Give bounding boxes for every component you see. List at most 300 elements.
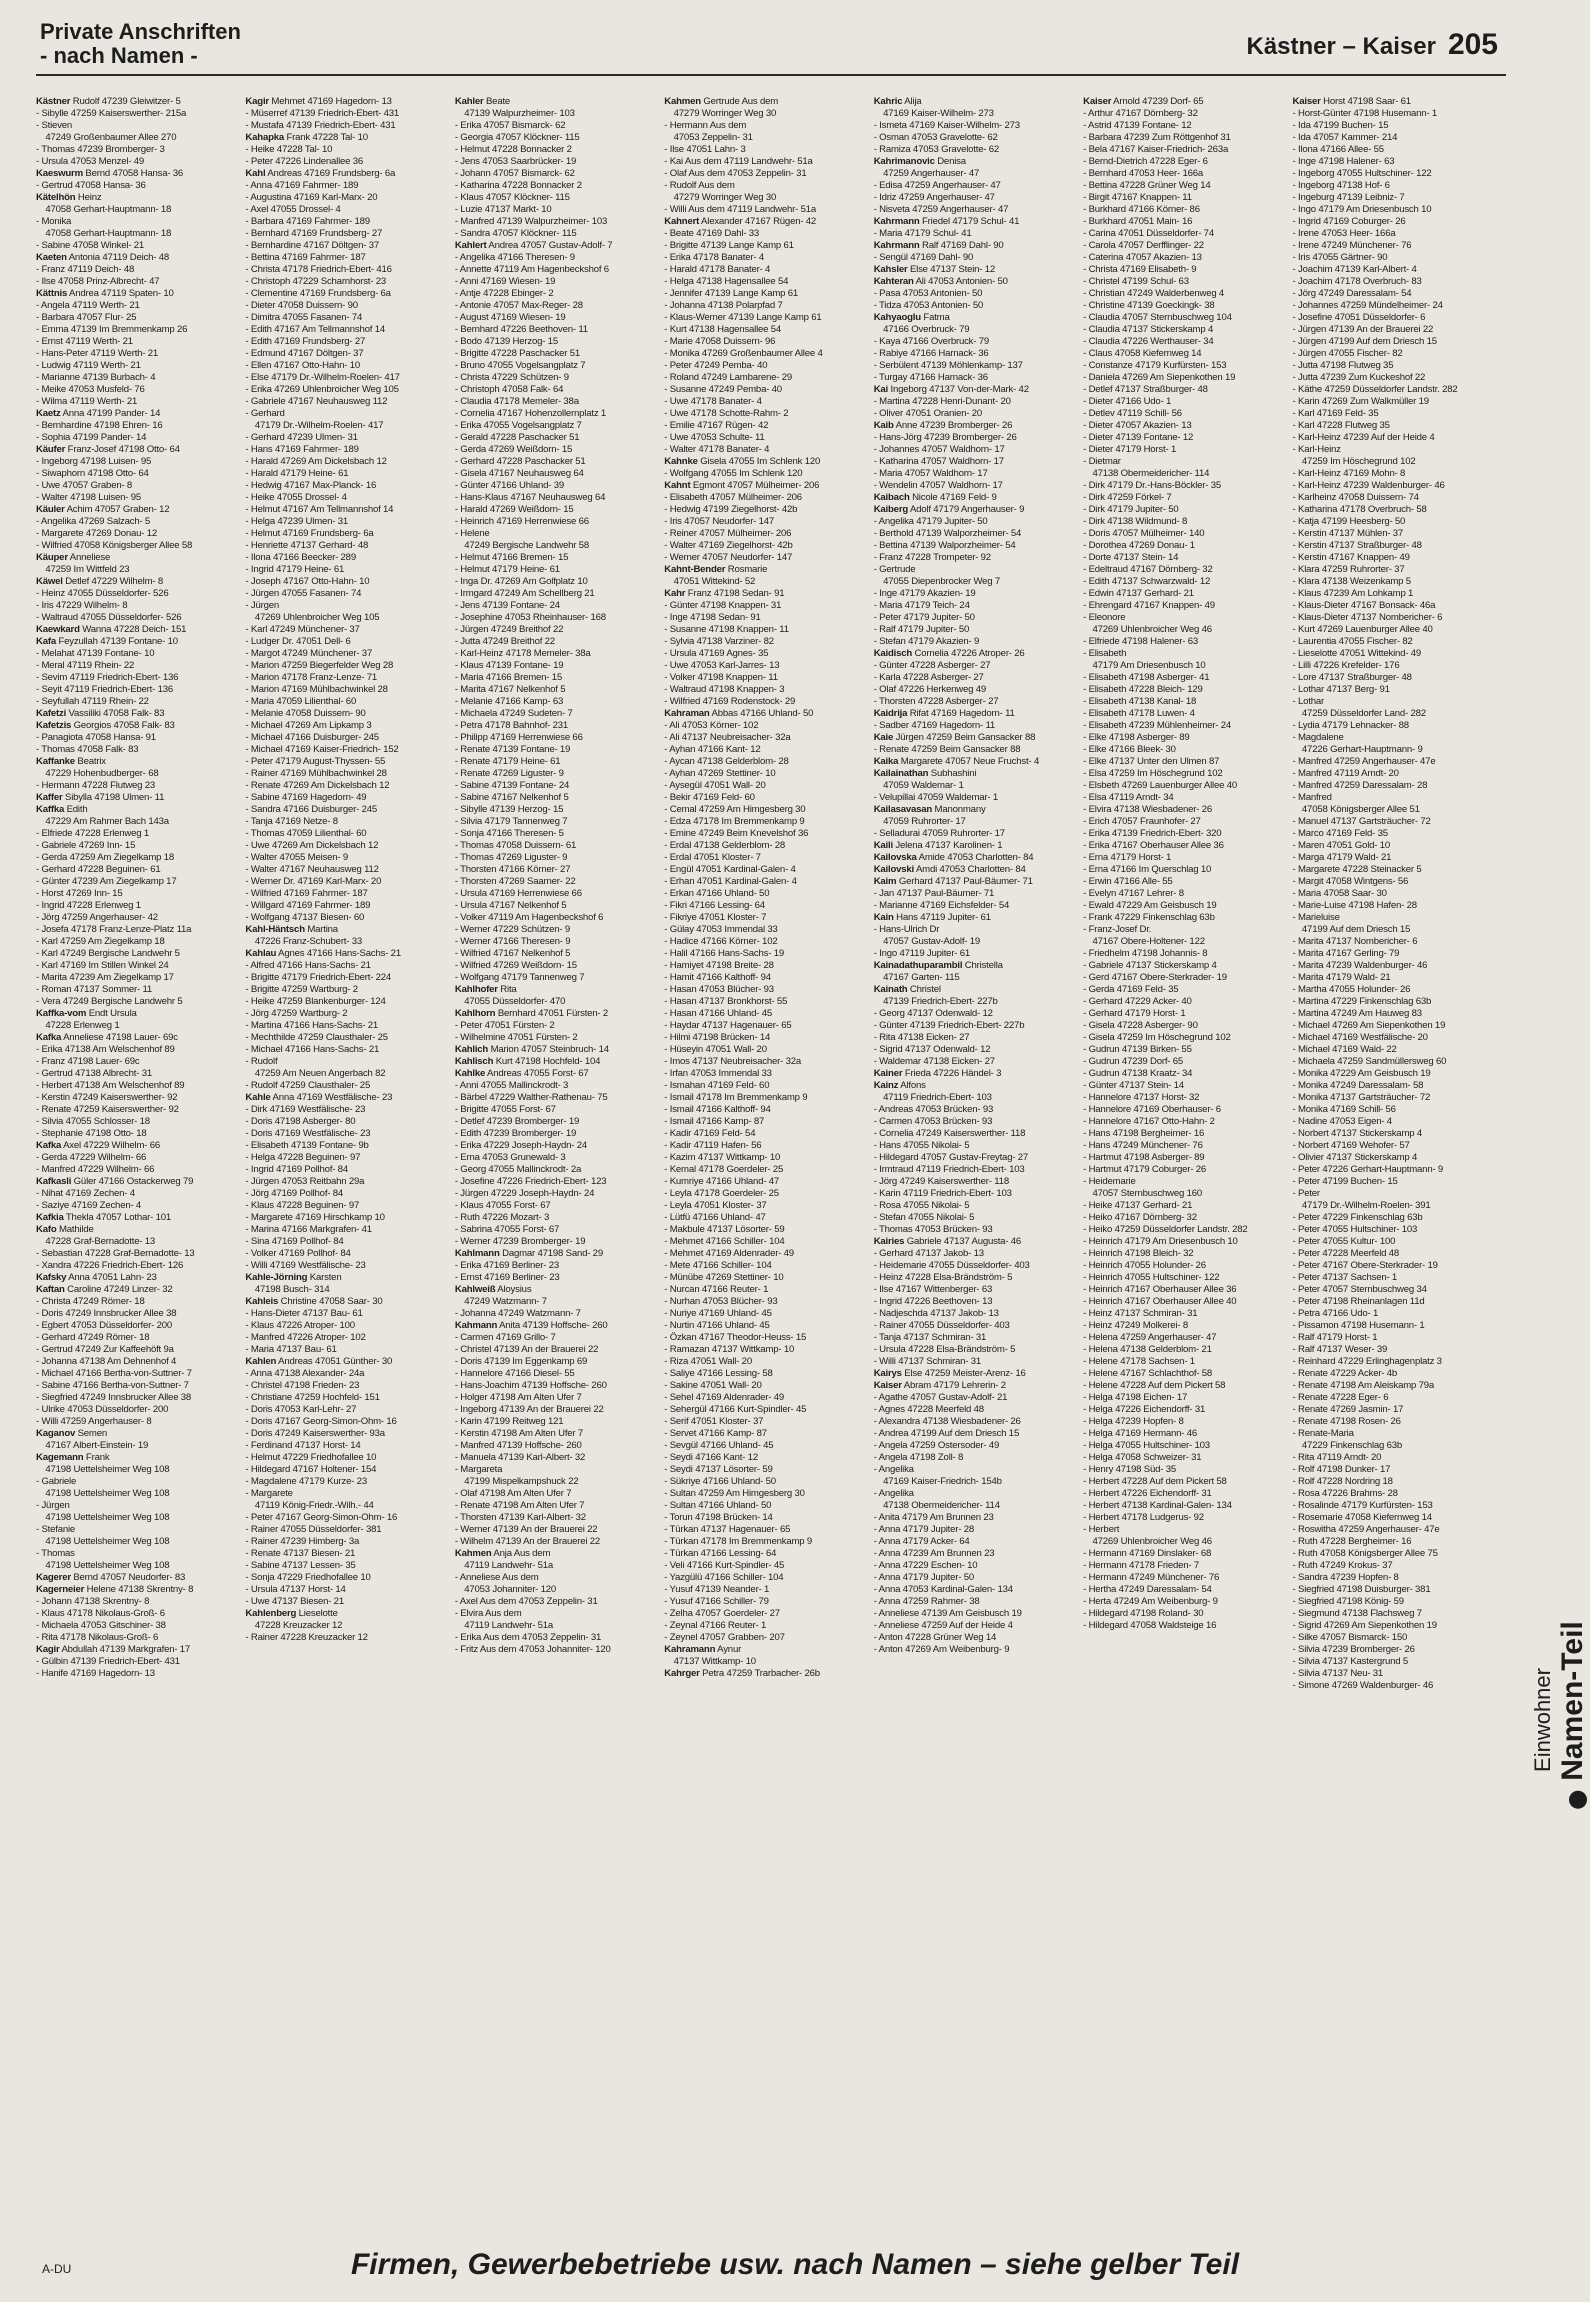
directory-entry: - Erna 47179 Horst- 1 <box>1083 852 1172 863</box>
directory-entry: - Elke 47166 Bleek- 30 <box>1083 744 1176 755</box>
directory-entry: 47198 Busch- 314 <box>245 1284 330 1295</box>
directory-entry: - Elfriede 47228 Erlenweg 1 <box>36 828 149 839</box>
directory-entry: - Herbert 47138 Am Welschenhof 89 <box>36 1080 185 1091</box>
directory-entry: Kaim Gerhard 47137 Paul-Bäumer- 71 <box>873 876 1033 887</box>
directory-entry: - Uwe 47178 Banater- 4 <box>664 396 762 407</box>
directory-entry: - Elke 47198 Asberger- 89 <box>1083 732 1190 743</box>
directory-entry: - Norbert 47169 Wehofer- 57 <box>1292 1140 1410 1151</box>
directory-entry: Kästner Rudolf 47239 Gleiwitzer- 5 <box>36 96 181 107</box>
directory-entry: Kailovska Amide 47053 Charlotten- 84 <box>873 852 1034 863</box>
directory-entry: 47228 Graf-Bernadotte- 13 <box>36 1236 156 1247</box>
directory-entry: 47249 Watzmann- 7 <box>454 1296 547 1307</box>
directory-entry: Kahlert Andrea 47057 Gustav-Adolf- 7 <box>454 240 613 251</box>
directory-entry: - Engül 47051 Kardinal-Galen- 4 <box>664 864 796 875</box>
directory-entry: Kahlenberg Lieselotte <box>245 1608 338 1619</box>
directory-entry: - Elisabeth 47139 Fontane- 9b <box>245 1140 369 1151</box>
directory-entry: - Heinz 47228 Elsa-Brändström- 5 <box>873 1272 1013 1283</box>
directory-entry: - Elisabeth 47239 Mühlenheimer- 24 <box>1083 720 1231 731</box>
directory-entry: - Barbara 47169 Fahrmer- 189 <box>245 216 370 227</box>
directory-entry: - Renate 47139 Fontane- 19 <box>454 744 571 755</box>
directory-entry: - Peter 47179 Jupiter- 50 <box>873 612 975 623</box>
directory-entry: - Cemal 47259 Am Himgesberg 30 <box>664 804 806 815</box>
directory-entry: - Heinrich 47055 Hultschiner- 122 <box>1083 1272 1220 1283</box>
directory-entry: - Inga Dr. 47269 Am Golfplatz 10 <box>454 576 588 587</box>
directory-entry: - Hans 47169 Fahrmer- 189 <box>245 444 359 455</box>
directory-entry: - Monika 47169 Schill- 56 <box>1292 1104 1396 1115</box>
directory-entry: - Heike 47137 Gerhard- 21 <box>1083 1200 1193 1211</box>
directory-entry: - Panagiota 47058 Hansa- 91 <box>36 732 156 743</box>
directory-entry: - Jörg 47259 Wartburg- 2 <box>245 1008 348 1019</box>
directory-entry: Kai Ingeborg 47137 Von-der-Mark- 42 <box>873 384 1029 395</box>
directory-entry: 47053 Zeppelin- 31 <box>664 132 753 143</box>
directory-entry: - Herbert 47226 Eichendorff- 31 <box>1083 1488 1212 1499</box>
directory-entry: - Peter 47167 Obere-Sterkrader- 19 <box>1292 1260 1438 1271</box>
directory-entry: - Katharina 47057 Waldhorn- 17 <box>873 456 1004 467</box>
directory-entry: Kailovski Amdi 47053 Charlotten- 84 <box>873 864 1026 875</box>
directory-entry: - Walter 47055 Meisen- 9 <box>245 852 348 863</box>
directory-entry: - Michael 47166 Hans-Sachs- 21 <box>245 1044 380 1055</box>
directory-entry: - Seydi 47137 Lösorter- 59 <box>664 1464 773 1475</box>
directory-entry: - Sabine 47167 Nelkenhof 5 <box>454 792 569 803</box>
directory-entry: - Carmen 47053 Brücken- 93 <box>873 1116 993 1127</box>
directory-entry: - Ehrengard 47167 Knappen- 49 <box>1083 600 1215 611</box>
directory-entry: Kahlmann Dagmar 47198 Sand- 29 <box>454 1248 603 1259</box>
directory-entry: - Stieven <box>36 120 73 131</box>
directory-entry: - Susanne 47249 Pemba- 40 <box>664 384 782 395</box>
page-number: 205 <box>1447 28 1498 61</box>
directory-entry: Kahmann Anita 47139 Hoffsche- 260 <box>454 1320 608 1331</box>
directory-entry: - Erika 47055 Vogelsangplatz 7 <box>454 420 582 431</box>
directory-entry: - Marita 47239 Am Ziegelkamp 17 <box>36 972 174 983</box>
directory-entry: - Hans 47055 Nikolai- 5 <box>873 1140 970 1151</box>
directory-entry: - Sandra 47166 Duisburger- 245 <box>245 804 378 815</box>
directory-entry: - Karl 47249 Bergische Landwehr 5 <box>36 948 180 959</box>
directory-entry: - Veli 47166 Kurt-Spindler- 45 <box>664 1560 785 1571</box>
directory-entry: Kainadathuparambil Christella <box>873 960 1003 971</box>
directory-entry: - Karl 47169 Im Stillen Winkel 24 <box>36 960 169 971</box>
directory-entry: 47179 Am Driesenbusch 10 <box>1083 660 1206 671</box>
directory-entry: - Stefan 47055 Nikolai- 5 <box>873 1212 975 1223</box>
directory-entry: - Angelika 47179 Jupiter- 50 <box>873 516 988 527</box>
directory-entry: - Renate 47179 Heine- 61 <box>454 756 561 767</box>
directory-entry: - Klara 47138 Weizenkamp 5 <box>1292 576 1411 587</box>
directory-entry: - Sylvia 47138 Varziner- 82 <box>664 636 774 647</box>
directory-entry: - Dieter 47166 Udo- 1 <box>1083 396 1172 407</box>
directory-entry: - Maria 47058 Saar- 30 <box>1292 888 1387 899</box>
directory-entry: - Detlev 47119 Schill- 56 <box>1083 408 1182 419</box>
directory-entry: - Ruth 47249 Krokus- 37 <box>1292 1560 1393 1571</box>
directory-entry: - Elke 47137 Unter den Ulmen 87 <box>1083 756 1220 767</box>
directory-entry: - Hans-Jörg 47239 Bromberger- 26 <box>873 432 1017 443</box>
directory-entry: - Sehergül 47166 Kurt-Spindler- 45 <box>664 1404 807 1415</box>
directory-entry: - Monika 47249 Daressalam- 58 <box>1292 1080 1424 1091</box>
directory-entry: - Willi 47259 Angerhauser- 8 <box>36 1416 152 1427</box>
directory-entry: - Servet 47166 Kamp- 87 <box>664 1428 767 1439</box>
directory-entry: - Thomas 47058 Falk- 83 <box>36 744 139 755</box>
directory-column <box>1293 96 1496 2242</box>
directory-entry: - Ingrid 47226 Beethoven- 13 <box>873 1296 993 1307</box>
directory-entry: - Kai Aus dem 47119 Landwehr- 51a <box>664 156 813 167</box>
directory-entry: - Berthold 47139 Walporzheimer- 54 <box>873 528 1022 539</box>
directory-entry: - Heinrich 47055 Holunder- 26 <box>1083 1260 1206 1271</box>
directory-entry: Kaibach Nicole 47169 Feld- 9 <box>873 492 997 503</box>
directory-entry: - Josefine 47051 Düsseldorfer- 6 <box>1292 312 1426 323</box>
directory-entry: - Mehmet 47169 Aldenrader- 49 <box>664 1248 794 1259</box>
directory-entry: - Christoph 47229 Scharnhorst- 23 <box>245 276 387 287</box>
directory-entry: - Erika 47229 Joseph-Haydn- 24 <box>454 1140 587 1151</box>
directory-entry: - Nadine 47053 Eigen- 4 <box>1292 1116 1392 1127</box>
directory-entry: - Jan 47137 Paul-Bäumer- 71 <box>873 888 995 899</box>
directory-entry: - Thorsten 47228 Asberger- 27 <box>873 696 999 707</box>
directory-entry: - Franz 47228 Trompeter- 92 <box>873 552 991 563</box>
directory-entry: - Gerhard 47228 Beguinen- 61 <box>36 864 161 875</box>
directory-entry: Kaffka Edith <box>36 804 88 815</box>
directory-entry: - Hildegard 47167 Holtener- 154 <box>245 1464 377 1475</box>
directory-entry: - Katharina 47228 Bonnacker 2 <box>454 180 582 191</box>
directory-entry: 47198 Uettelsheimer Weg 108 <box>36 1464 170 1475</box>
directory-entry: - Hermann 47169 Dinslaker- 68 <box>1083 1548 1212 1559</box>
directory-entry: - Klaus 47057 Klöckner- 115 <box>454 192 570 203</box>
directory-entry: - Renate-Maria <box>1292 1428 1354 1439</box>
directory-entry: 47229 Am Rahmer Bach 143a <box>36 816 169 827</box>
directory-entry: Kafsky Anna 47051 Lahn- 23 <box>36 1272 157 1283</box>
directory-entry: - Ingeborg 47055 Hultschiner- 122 <box>1292 168 1432 179</box>
directory-entry: - Selladurai 47059 Ruhrorter- 17 <box>873 828 1005 839</box>
directory-entry: - Ismail 47166 Kalthoff- 94 <box>664 1104 771 1115</box>
directory-entry: - Osman 47053 Gravelotte- 62 <box>873 132 998 143</box>
directory-entry: - Manfred 47229 Wilhelm- 66 <box>36 1164 155 1175</box>
directory-entry: 47259 Im Wittfeld 23 <box>36 564 130 575</box>
directory-entry: - Anton 47228 Grüner Weg 14 <box>873 1632 997 1643</box>
directory-entry: - Hildegard 47057 Gustav-Freytag- 27 <box>873 1152 1029 1163</box>
directory-entry: - Karlheinz 47058 Duissern- 74 <box>1292 492 1419 503</box>
directory-entry: - Ismail 47178 Im Bremmenkamp 9 <box>664 1092 808 1103</box>
directory-entry: Kailainathan Subhashini <box>873 768 977 779</box>
directory-entry: - Karl 47169 Feld- 35 <box>1292 408 1379 419</box>
directory-entry: - Müserref 47139 Friedrich-Ebert- 431 <box>245 108 400 119</box>
directory-entry: - Gertrud 47058 Hansa- 36 <box>36 180 146 191</box>
directory-entry: - Rolf 47198 Dunker- 17 <box>1292 1464 1391 1475</box>
directory-entry: 47228 Kreuzacker 12 <box>245 1620 343 1631</box>
directory-entry: - Karl-Heinz 47239 Auf der Heide 4 <box>1292 432 1435 443</box>
directory-entry: - Edza 47178 Im Bremmenkamp 9 <box>664 816 805 827</box>
directory-entry: - Fikriye 47051 Kloster- 7 <box>664 912 767 923</box>
directory-entry: - Ursula 47228 Elsa-Brändström- 5 <box>873 1344 1016 1355</box>
directory-entry: - Peter 47179 August-Thyssen- 55 <box>245 756 386 767</box>
directory-entry: - Mehmet 47166 Schiller- 104 <box>664 1236 785 1247</box>
directory-entry: - Irfan 47053 Immendal 33 <box>664 1068 772 1079</box>
directory-entry: - Thorsten 47166 Körner- 27 <box>454 864 571 875</box>
directory-entry: - Sabine 47058 Winkel- 21 <box>36 240 145 251</box>
directory-entry: - Helene 47228 Auf dem Pickert 58 <box>1083 1380 1226 1391</box>
directory-entry: 47259 Düsseldorfer Land- 282 <box>1292 708 1426 719</box>
directory-entry: - Heiko 47167 Dörnberg- 32 <box>1083 1212 1197 1223</box>
directory-entry: - Anna 47179 Jupiter- 50 <box>873 1572 974 1583</box>
directory-entry: - Peter 47229 Finkenschlag 63b <box>1292 1212 1423 1223</box>
directory-entry: 47198 Uettelsheimer Weg 108 <box>36 1512 170 1523</box>
directory-entry: 47259 Im Höschegrund 102 <box>1292 456 1416 467</box>
directory-entry: - Ingrid 47169 Coburger- 26 <box>1292 216 1406 227</box>
directory-entry: Kailasavasan Manonmany <box>873 804 986 815</box>
directory-entry: - Wilfried 47167 Nelkenhof 5 <box>454 948 571 959</box>
directory-entry: - Marion 47178 Franz-Lenze- 71 <box>245 672 378 683</box>
directory-entry: Kaiser Arnold 47239 Dorf- 65 <box>1083 96 1204 107</box>
directory-entry: 47249 Großenbaumer Allee 270 <box>36 132 177 143</box>
directory-entry: - Erika 47057 Bismarck- 62 <box>454 120 566 131</box>
directory-entry: - Wilhelmine 47051 Fürsten- 2 <box>454 1032 578 1043</box>
directory-entry: - Stefan 47179 Akazien- 9 <box>873 636 980 647</box>
directory-entry: Kaili Jelena 47137 Karolinen- 1 <box>873 840 1003 851</box>
directory-entry: - Rainer 47228 Kreuzacker 12 <box>245 1632 368 1643</box>
directory-entry: - Ida 47057 Kammer- 214 <box>1292 132 1398 143</box>
directory-entry: - Sevim 47119 Friedrich-Ebert- 136 <box>36 672 179 683</box>
directory-entry: - Gudrun 47138 Kraatz- 34 <box>1083 1068 1193 1079</box>
directory-entry: - Dorothea 47269 Donau- 1 <box>1083 540 1195 551</box>
directory-entry: - Willi Aus dem 47119 Landwehr- 51a <box>664 204 817 215</box>
directory-entry: - Wilfried 47169 Rodenstock- 29 <box>664 696 796 707</box>
directory-entry: - Meike 47053 Musfeld- 76 <box>36 384 145 395</box>
directory-entry: - Johanna 47249 Watzmann- 7 <box>454 1308 581 1319</box>
directory-entry: - Münübe 47269 Stettiner- 10 <box>664 1272 784 1283</box>
directory-entry: - Ingo 47119 Jupiter- 61 <box>873 948 971 959</box>
directory-entry: - Karl-Heinz 47169 Mohn- 8 <box>1292 468 1406 479</box>
directory-entry: Kafetzis Georgios 47058 Falk- 83 <box>36 720 175 731</box>
directory-entry: 47269 Uhlenbroicher Weg 46 <box>1083 1536 1212 1547</box>
directory-entry: - Christa 47249 Römer- 18 <box>36 1296 145 1307</box>
directory-entry: - Henry 47198 Süd- 35 <box>1083 1464 1176 1475</box>
directory-entry: - Claudia 47137 Stickerskamp 4 <box>1083 324 1214 335</box>
directory-entry: - Türkan 47178 Im Bremmenkamp 9 <box>664 1536 812 1547</box>
directory-entry: - Maria 47057 Waldhorn- 17 <box>873 468 988 479</box>
directory-entry: - Christiane 47259 Hochfeld- 151 <box>245 1392 380 1403</box>
directory-entry: - Michael 47166 Bertha-von-Suttner- 7 <box>36 1368 192 1379</box>
directory-entry: 47226 Franz-Schubert- 33 <box>245 936 363 947</box>
directory-entry: Kahraman Abbas 47166 Uhland- 50 <box>664 708 814 719</box>
directory-entry: - Heidemarie <box>1083 1176 1136 1187</box>
directory-entry: - Gerhard 47228 Paschacker 51 <box>454 456 586 467</box>
directory-entry: - Peter 47226 Gerhart-Hauptmann- 9 <box>1292 1164 1444 1175</box>
directory-entry: - Anna 47179 Jupiter- 28 <box>873 1524 974 1535</box>
directory-entry: - Bernhard 47169 Frundsberg- 27 <box>245 228 383 239</box>
directory-entry: - Axel Aus dem 47053 Zeppelin- 31 <box>454 1596 598 1607</box>
directory-entry: - Josefa 47178 Franz-Lenze-Platz 11a <box>36 924 192 935</box>
directory-entry: - Ingeborg 47139 An der Brauerei 22 <box>454 1404 604 1415</box>
directory-entry: - Marita 47179 Wald- 21 <box>1292 972 1391 983</box>
directory-entry: 47249 Bergische Landwehr 58 <box>454 540 589 551</box>
directory-entry: Kahyaoglu Fatma <box>873 312 950 323</box>
directory-entry: Kahteran Ali 47053 Antonien- 50 <box>873 276 1008 287</box>
directory-entry: - Maren 47051 Gold- 10 <box>1292 840 1390 851</box>
directory-entry: - Ewald 47229 Am Geisbusch 19 <box>1083 900 1217 911</box>
directory-entry: - Hilmi 47198 Brücken- 14 <box>664 1032 771 1043</box>
directory-entry: - Bernhardine 47198 Ehren- 16 <box>36 420 163 431</box>
directory-entry: - Gülay 47053 Immendal 33 <box>664 924 778 935</box>
directory-entry: - Hasan 47137 Bronkhorst- 55 <box>664 996 788 1007</box>
directory-entry: - Rosa 47055 Nikolai- 5 <box>873 1200 970 1211</box>
directory-entry: - Erdal 47051 Kloster- 7 <box>664 852 761 863</box>
directory-entry: - Peter 47051 Fürsten- 2 <box>454 1020 555 1031</box>
directory-entry: - Kerstin 47249 Kaiserswerther- 92 <box>36 1092 178 1103</box>
directory-entry: - Sükriye 47166 Uhland- 50 <box>664 1476 776 1487</box>
directory-entry: - Arthur 47167 Dörnberg- 32 <box>1083 108 1198 119</box>
directory-entry: 47199 Auf dem Driesch 15 <box>1292 924 1411 935</box>
directory-entry: - Heinrich 47169 Herrenwiese 66 <box>454 516 589 527</box>
directory-entry: - Karl-Heinz 47239 Waldenburger- 46 <box>1292 480 1445 491</box>
directory-entry: - Kumriye 47166 Uhland- 47 <box>664 1176 780 1187</box>
directory-entry: - Angela 47119 Werth- 21 <box>36 300 140 311</box>
directory-entry: - Renate 47198 Am Alten Ufer 7 <box>454 1500 585 1511</box>
directory-entry: Kainer Frieda 47226 Händel- 3 <box>873 1068 1002 1079</box>
directory-entry: - Antonie 47057 Max-Reger- 28 <box>454 300 583 311</box>
directory-entry: - Dimitra 47055 Fasanen- 74 <box>245 312 363 323</box>
directory-entry: - Bruno 47055 Vogelsangplatz 7 <box>454 360 586 371</box>
directory-entry: - Simone 47269 Waldenburger- 46 <box>1292 1680 1434 1691</box>
directory-entry: - Helena 47138 Gelderblom- 21 <box>1083 1344 1212 1355</box>
directory-entry: - Peter <box>1292 1188 1320 1199</box>
directory-entry: - Hermann 47178 Frieden- 7 <box>1083 1560 1199 1571</box>
directory-entry: - Sibylle 47259 Kaiserswerther- 215a <box>36 108 187 119</box>
section-tab <box>1530 1540 1590 1900</box>
directory-entry: - Özkan 47167 Theodor-Heuss- 15 <box>664 1332 807 1343</box>
directory-entry: - Ilse 47058 Prinz-Albrecht- 47 <box>36 276 160 287</box>
directory-entry: - Helga 47138 Hagensallee 54 <box>664 276 789 287</box>
directory-entry: Käuper Anneliese <box>36 552 111 563</box>
directory-entry: - Helga 47198 Eichen- 17 <box>1083 1392 1188 1403</box>
directory-entry: - Brigitte 47179 Friedrich-Ebert- 224 <box>245 972 392 983</box>
directory-entry: - Sabine 47137 Lessen- 35 <box>245 1560 356 1571</box>
directory-entry: - Nurcan 47166 Reuter- 1 <box>664 1284 769 1295</box>
directory-entry: - Siwaphorn 47198 Otto- 64 <box>36 468 149 479</box>
directory-entry: - Walter 47169 Ziegelhorst- 42b <box>664 540 793 551</box>
directory-entry: - Margarete <box>245 1488 293 1499</box>
directory-entry: 47138 Obermeidericher- 114 <box>1083 468 1210 479</box>
directory-entry: - Hans-Joachim 47139 Hoffsche- 260 <box>454 1380 607 1391</box>
directory-entry: - Rainer 47239 Himberg- 3a <box>245 1536 360 1547</box>
directory-entry: - Melanie 47166 Kamp- 63 <box>454 696 564 707</box>
directory-entry: - Erwin 47166 Alle- 55 <box>1083 876 1173 887</box>
directory-entry: - Gisela 47167 Neuhausweg 64 <box>454 468 584 479</box>
footer-note: Firmen, Gewerbebetriebe usw. nach Namen – siehe gelber Teil <box>350 2248 1240 2281</box>
directory-entry: - Elsbeth 47269 Lauenburger Allee 40 <box>1083 780 1237 791</box>
directory-entry: 47229 Hohenbudberger- 68 <box>36 768 159 779</box>
directory-entry: - Agathe 47057 Gustav-Adolf- 21 <box>873 1392 1008 1403</box>
directory-entry: - Rainer 47055 Düsseldorfer- 381 <box>245 1524 382 1535</box>
directory-entry: - Ali 47137 Neubreisacher- 32a <box>664 732 791 743</box>
directory-entry: - Rolf 47228 Nordring 18 <box>1292 1476 1393 1487</box>
directory-entry: - Georgia 47057 Klöckner- 115 <box>454 132 580 143</box>
directory-entry: - Edith 47239 Bromberger- 19 <box>454 1128 577 1139</box>
directory-entry: - Michael 47269 Am Lipkamp 3 <box>245 720 372 731</box>
directory-entry: 47226 Gerhart-Hauptmann- 9 <box>1292 744 1423 755</box>
directory-entry: - Hamiyet 47198 Breite- 28 <box>664 960 774 971</box>
directory-entry: - Maria 47059 Lilienthal- 60 <box>245 696 357 707</box>
directory-entry: - Türkan 47137 Hagenauer- 65 <box>664 1524 791 1535</box>
directory-entry: - Doris 47167 Georg-Simon-Ohm- 16 <box>245 1416 397 1427</box>
directory-entry: - Manfred 47139 Hoffsche- 260 <box>454 1440 582 1451</box>
directory-entry: - Rudolf <box>245 1056 278 1067</box>
directory-entry: 47179 Dr.-Wilhelm-Roelen- 417 <box>245 420 384 431</box>
directory-entry: - Reinhard 47229 Erlinghagenplatz 3 <box>1292 1356 1442 1367</box>
directory-entry: - Bernd-Dietrich 47228 Eger- 6 <box>1083 156 1208 167</box>
directory-entry: - Seydi 47166 Kant- 12 <box>664 1452 759 1463</box>
directory-entry: - Jörg 47259 Angerhauser- 42 <box>36 912 158 923</box>
directory-entry: Kahl-Häntsch Martina <box>245 924 338 935</box>
directory-entry: - Angela 47259 Ostersoder- 49 <box>873 1440 1000 1451</box>
directory-entry: - Hannelore 47167 Otto-Hahn- 2 <box>1083 1116 1215 1127</box>
directory-entry: 47058 Königsberger Allee 51 <box>1292 804 1420 815</box>
directory-entry: Kairies Gabriele 47137 Augusta- 46 <box>873 1236 1022 1247</box>
directory-entry: - Franz 47198 Lauer- 69c <box>36 1056 140 1067</box>
directory-entry: - Silvia 47055 Schlosser- 18 <box>36 1116 150 1127</box>
directory-entry: - Günter 47198 Knappen- 31 <box>664 600 782 611</box>
directory-entry: - Heinrich 47167 Oberhauser Allee 40 <box>1083 1296 1237 1307</box>
directory-entry: - Marianne 47139 Burbach- 4 <box>36 372 156 383</box>
directory-entry: - Peter 47198 Rheinanlagen 11d <box>1292 1296 1425 1307</box>
directory-entry: - Sultan 47259 Am Himgesberg 30 <box>664 1488 805 1499</box>
directory-entry: - Marianne 47169 Eichsfelder- 54 <box>873 900 1010 911</box>
directory-entry: - Hans-Peter 47119 Werth- 21 <box>36 348 159 359</box>
directory-entry: - Margarete 47169 Hirschkamp 10 <box>245 1212 385 1223</box>
directory-entry: - Willi 47169 Westfälische- 23 <box>245 1260 366 1271</box>
directory-entry: - Ursula 47167 Nelkenhof 5 <box>454 900 567 911</box>
directory-entry: - Johanna 47138 Am Dehnenhof 4 <box>36 1356 177 1367</box>
directory-entry: - Harald 47178 Banater- 4 <box>664 264 771 275</box>
directory-entry: - Wilfried 47169 Fahrmer- 187 <box>245 888 368 899</box>
directory-entry: 47058 Gerhart-Hauptmann- 18 <box>36 204 172 215</box>
directory-entry: - Helga 47055 Hultschiner- 103 <box>1083 1440 1210 1451</box>
directory-entry: - Heiko 47259 Düsseldorfer Landstr. 282 <box>1083 1224 1248 1235</box>
directory-entry: - Gudrun 47139 Birken- 55 <box>1083 1044 1192 1055</box>
directory-entry: - Klaus-Werner 47139 Lange Kamp 61 <box>664 312 822 323</box>
directory-entry: - Kurt 47269 Lauenburger Allee 40 <box>1292 624 1433 635</box>
directory-entry: - Helene <box>454 528 490 539</box>
directory-column <box>664 96 867 2242</box>
directory-entry: - Jutta 47239 Zum Kuckeshof 22 <box>1292 372 1426 383</box>
directory-entry: - Rudolf 47259 Clausthaler- 25 <box>245 1080 371 1091</box>
directory-entry: - Manfred 47139 Walpurzheimer- 103 <box>454 216 608 227</box>
directory-entry: - Magdalene <box>1292 732 1344 743</box>
directory-entry: - Dieter 47139 Fontane- 12 <box>1083 432 1194 443</box>
directory-entry: - Jörg 47169 Pollhof- 84 <box>245 1188 344 1199</box>
directory-entry: - Anni 47055 Mallinckrodt- 3 <box>454 1080 569 1091</box>
directory-entry: - Seyit 47119 Friedrich-Ebert- 136 <box>36 684 173 695</box>
directory-entry: - Kemal 47178 Goerdeler- 25 <box>664 1164 784 1175</box>
directory-entry: - Fikri 47166 Lessing- 64 <box>664 900 765 911</box>
directory-entry: - Ida 47199 Buchen- 15 <box>1292 120 1389 131</box>
directory-entry: Kaidrija Rifat 47169 Hagedorn- 11 <box>873 708 1015 719</box>
directory-entry: - Astrid 47139 Fontane- 12 <box>1083 120 1192 131</box>
directory-entry: - Clementine 47169 Frundsberg- 6a <box>245 288 391 299</box>
directory-entry: - Anna 47169 Fahrmer- 189 <box>245 180 359 191</box>
directory-entry: - Anneliese 47259 Auf der Heide 4 <box>873 1620 1013 1631</box>
directory-entry: - Caterina 47057 Akazien- 13 <box>1083 252 1202 263</box>
directory-entry: - Nihat 47169 Zechen- 4 <box>36 1188 135 1199</box>
directory-entry: Kainz Alfons <box>873 1080 926 1091</box>
directory-entry: - Margarete 47228 Steinacker 5 <box>1292 864 1422 875</box>
directory-entry: - Ingrid 47228 Erlenweg 1 <box>36 900 141 911</box>
directory-entry: - Karl 47259 Am Ziegelkamp 18 <box>36 936 165 947</box>
directory-entry: Kahapka Frank 47228 Tal- 10 <box>245 132 368 143</box>
directory-entry: - Sadber 47169 Hagedorn- 11 <box>873 720 996 731</box>
directory-entry: - Nurhan 47053 Blücher- 93 <box>664 1296 778 1307</box>
directory-entry: - Burkhard 47051 Main- 16 <box>1083 216 1193 227</box>
directory-entry: - Marina 47166 Markgrafen- 41 <box>245 1224 372 1235</box>
directory-entry: Kahrmann Friedel 47179 Schul- 41 <box>873 216 1020 227</box>
directory-entry: - Ilona 47166 Beecker- 289 <box>245 552 356 563</box>
directory-entry: - Hans 47198 Bergheimer- 16 <box>1083 1128 1205 1139</box>
directory-entry: - Erkan 47166 Uhland- 50 <box>664 888 770 899</box>
directory-entry: - Elvira 47138 Wiesbadener- 26 <box>1083 804 1213 815</box>
